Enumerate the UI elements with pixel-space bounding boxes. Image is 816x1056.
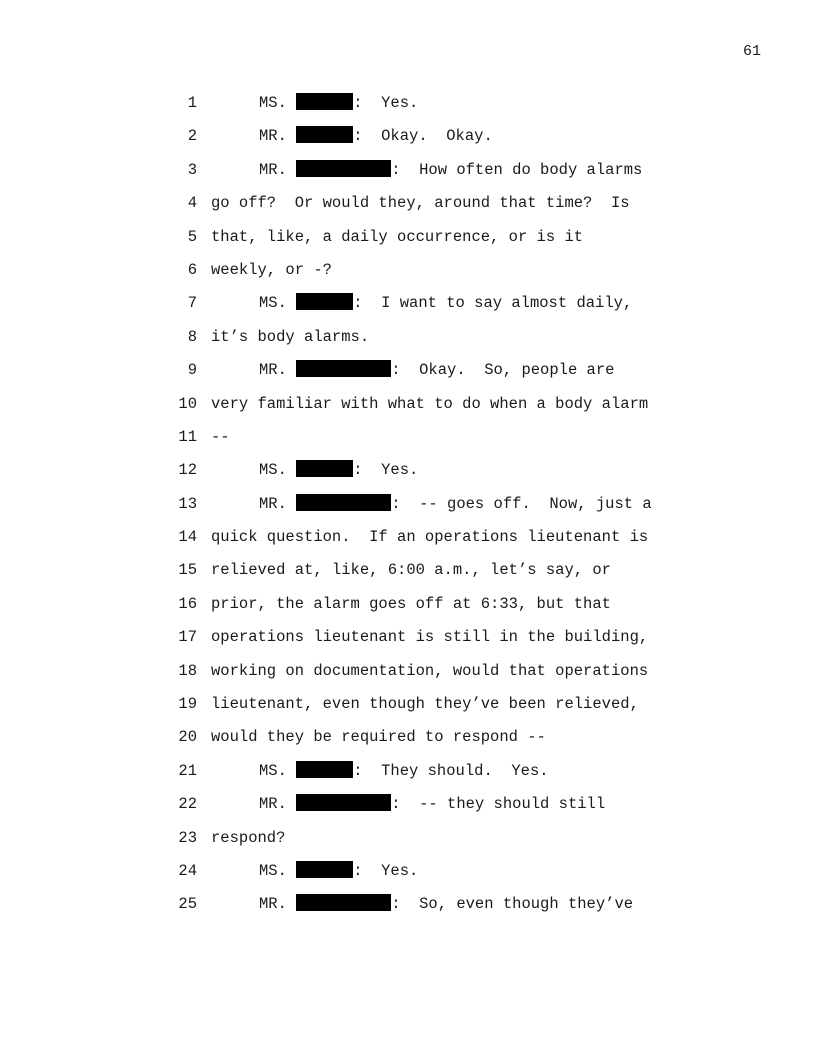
line-number: 20	[178, 728, 197, 747]
speaker-line-text	[259, 354, 614, 387]
transcript-line	[0, 888, 816, 921]
redacted-name-block	[296, 360, 391, 377]
continuation-line-text	[211, 221, 583, 254]
transcript-line	[0, 421, 816, 454]
speaker-line-text	[259, 855, 418, 888]
line-content: : How often do body alarms	[391, 160, 643, 179]
continuation-line-text	[211, 521, 648, 554]
line-number: 13	[178, 494, 197, 513]
line-content: : Yes.	[353, 861, 419, 880]
transcript-line	[0, 454, 816, 487]
line-number: 9	[187, 361, 197, 380]
speaker-line-text	[259, 154, 642, 187]
transcript-line	[0, 321, 816, 354]
speaker-title: MR.	[259, 494, 287, 513]
line-number: 4	[187, 194, 197, 213]
transcript-line	[0, 287, 816, 320]
speaker-title: MR.	[259, 127, 287, 146]
line-number: 23	[178, 828, 197, 847]
line-content: lieutenant, even though they’ve been relieved,	[211, 695, 639, 714]
transcript-line	[0, 855, 816, 888]
speaker-title: MR.	[259, 361, 287, 380]
line-content: that, like, a daily occurrence, or is it	[211, 227, 584, 246]
redacted-name-block	[296, 894, 391, 911]
continuation-line-text	[211, 721, 546, 754]
line-number: 6	[187, 260, 197, 279]
speaker-title: MR.	[259, 895, 287, 914]
speaker-title: MR.	[259, 160, 287, 179]
line-number: 15	[178, 561, 197, 580]
line-number: 3	[187, 160, 197, 179]
speaker-title: MR.	[259, 795, 287, 814]
continuation-line-text	[211, 254, 332, 287]
transcript-line	[0, 655, 816, 688]
continuation-line-text	[211, 187, 630, 220]
transcript-line	[0, 822, 816, 855]
line-content: : Yes.	[353, 94, 419, 112]
line-content: weekly, or -?	[211, 260, 332, 279]
speaker-line-text	[259, 755, 549, 788]
transcript-line	[0, 488, 816, 521]
line-number: 22	[178, 795, 197, 814]
line-content: : Okay. Okay.	[353, 127, 493, 146]
line-content: very familiar with what to do when a body alarm	[211, 394, 649, 413]
line-number: 2	[187, 127, 197, 146]
line-number: 8	[187, 327, 197, 346]
redacted-name-block	[296, 160, 391, 177]
line-content: go off? Or would they, around that time? Is	[211, 194, 630, 213]
speaker-title: MS.	[259, 861, 287, 880]
speaker-line-text	[259, 488, 652, 521]
line-number: 17	[178, 628, 197, 647]
line-number: 11	[178, 427, 197, 446]
continuation-line-text	[211, 554, 611, 587]
line-content: --	[211, 427, 230, 446]
transcript-line	[0, 588, 816, 621]
line-content: operations lieutenant is still in the building,	[211, 628, 649, 647]
continuation-line-text	[211, 688, 639, 721]
speaker-line-text	[259, 888, 633, 921]
transcript-line	[0, 354, 816, 387]
line-number: 24	[178, 861, 197, 880]
speaker-line-text	[259, 120, 493, 153]
speaker-line-text	[259, 454, 418, 487]
redacted-name-block	[296, 794, 391, 811]
redacted-name-block	[296, 861, 353, 878]
line-number: 19	[178, 695, 197, 714]
line-content: relieved at, like, 6:00 a.m., let’s say, or	[211, 561, 611, 580]
redacted-name-block	[296, 126, 353, 143]
continuation-line-text	[211, 655, 648, 688]
line-content: : So, even though they’ve	[391, 895, 634, 914]
line-number: 5	[187, 227, 197, 246]
continuation-line-text	[211, 822, 285, 855]
transcript-line	[0, 788, 816, 821]
transcript-line	[0, 721, 816, 754]
line-number: 18	[178, 661, 197, 680]
continuation-line-text	[211, 321, 369, 354]
transcript-line	[0, 120, 816, 153]
page-number: 61	[742, 43, 761, 60]
transcript-line	[0, 87, 816, 120]
continuation-line-text	[211, 621, 648, 654]
speaker-title: MS.	[259, 461, 287, 480]
line-number: 21	[178, 761, 197, 780]
line-content: would they be required to respond --	[211, 728, 546, 747]
line-content: prior, the alarm goes off at 6:33, but that	[211, 594, 611, 613]
line-content: : Okay. So, people are	[391, 361, 615, 380]
line-content: : Yes.	[353, 461, 419, 480]
line-number: 25	[178, 895, 197, 914]
redacted-name-block	[296, 93, 353, 110]
speaker-title: MS.	[259, 94, 287, 112]
line-content: quick question. If an operations lieutenant is	[211, 528, 649, 547]
line-content: respond?	[211, 828, 286, 847]
line-number: 16	[178, 594, 197, 613]
redacted-name-block	[296, 460, 353, 477]
redacted-name-block	[296, 761, 353, 778]
line-content: : -- goes off. Now, just a	[391, 494, 652, 513]
transcript-line	[0, 688, 816, 721]
line-number: 10	[178, 394, 197, 413]
line-content: : I want to say almost daily,	[353, 294, 633, 313]
line-content: working on documentation, would that operations	[211, 661, 649, 680]
continuation-line-text	[211, 388, 648, 421]
speaker-line-text	[259, 788, 605, 821]
transcript-line	[0, 388, 816, 421]
transcript-line	[0, 755, 816, 788]
transcript-line	[0, 554, 816, 587]
line-number: 1	[187, 94, 197, 112]
line-number: 7	[187, 294, 197, 313]
continuation-line-text	[211, 421, 230, 454]
transcript-line	[0, 621, 816, 654]
line-number: 14	[178, 528, 197, 547]
speaker-line-text	[259, 287, 632, 320]
transcript-body	[0, 87, 816, 922]
transcript-line	[0, 254, 816, 287]
redacted-name-block	[296, 494, 391, 511]
redacted-name-block	[296, 293, 353, 310]
line-content: : -- they should still	[391, 795, 606, 814]
transcript-line	[0, 187, 816, 220]
line-content: : They should. Yes.	[353, 761, 549, 780]
transcript-line	[0, 221, 816, 254]
transcript-line	[0, 154, 816, 187]
speaker-title: MS.	[259, 294, 287, 313]
transcript-line	[0, 521, 816, 554]
continuation-line-text	[211, 588, 611, 621]
line-number: 12	[178, 461, 197, 480]
speaker-title: MS.	[259, 761, 287, 780]
speaker-line-text	[259, 87, 418, 120]
line-content: it’s body alarms.	[211, 327, 370, 346]
